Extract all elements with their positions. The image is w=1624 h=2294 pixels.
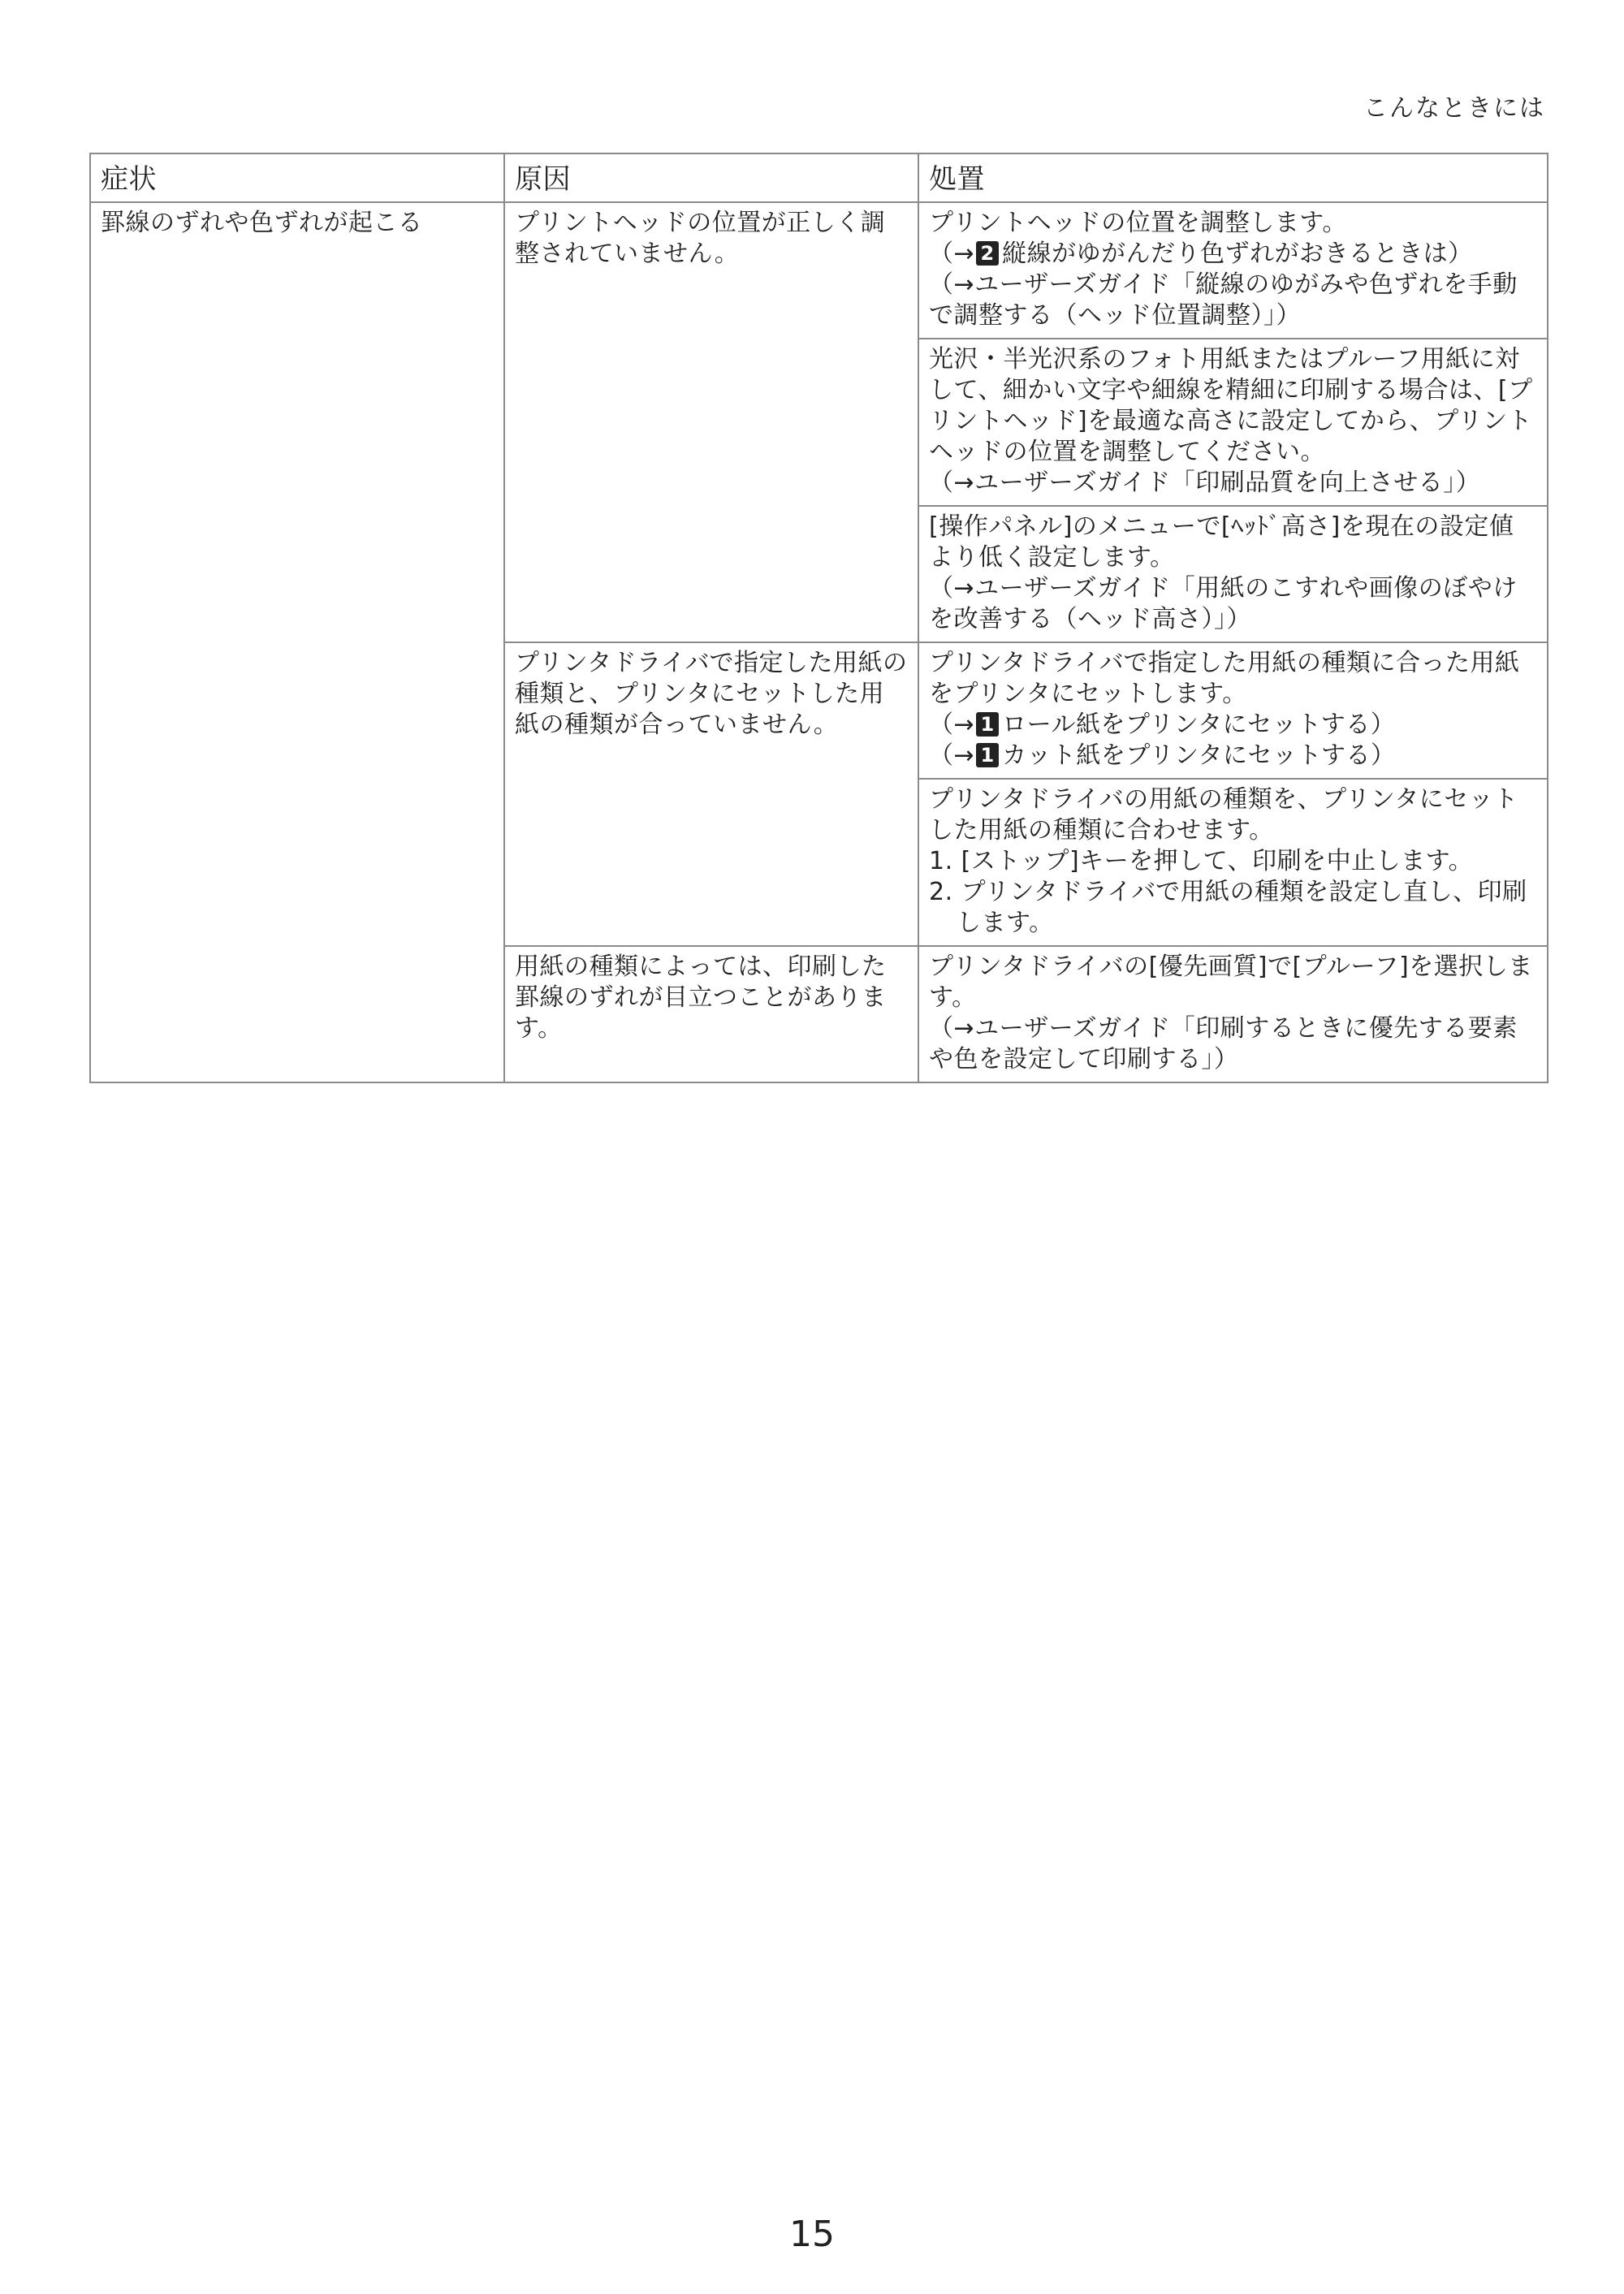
remedy-6-line-2: （→ユーザーズガイド「印刷するときに優先する要素や色を設定して印刷する」） <box>929 1014 1518 1074</box>
remedy-4-ref-open: （→ <box>929 711 975 739</box>
remedy-cell-3 <box>918 506 1548 642</box>
remedy-4-ref-text: ロール紙をプリンタにセットする） <box>1002 711 1396 739</box>
remedy-1-line-1: プリントヘッドの位置を調整します。 <box>929 209 1347 237</box>
remedy-cell-6 <box>918 946 1548 1082</box>
remedy-cell-4 <box>918 642 1548 779</box>
remedy-4-ref2-text: カット紙をプリンタにセットする） <box>1002 741 1396 770</box>
troubleshooting-table <box>89 153 1548 1083</box>
remedy-cell-1 <box>918 202 1548 339</box>
remedy-1-line-2 <box>929 239 1537 270</box>
remedy-2-line-1: 光沢・半光沢系のフォト用紙またはプルーフ用紙に対して、細かい文字や細線を精細に印刷する場合は、[プリントヘッド]を最適な高さに設定してから、プリントヘッドの位置を調整してください。 <box>929 345 1533 466</box>
step-number-badge: 1 <box>976 712 999 737</box>
remedy-4-line-2 <box>929 710 1537 741</box>
cause-cell-1: プリントヘッドの位置が正しく調整されていません。 <box>504 202 918 642</box>
table-header-row <box>90 153 1548 202</box>
remedy-6-line-1: プリンタドライバの[優先画質]で[プルーフ]を選択します。 <box>929 953 1533 1012</box>
remedy-cell-2 <box>918 339 1548 506</box>
remedy-3-line-2: （→ユーザーズガイド「用紙のこすれや画像のぼやけを改善する（ヘッド高さ）」） <box>929 574 1518 633</box>
symptom-cell: 罫線のずれや色ずれが起こる <box>90 202 504 1082</box>
cause-cell-3: 用紙の種類によっては、印刷した罫線のずれが目立つことがあります。 <box>504 946 918 1082</box>
remedy-4-ref2-open: （→ <box>929 741 975 770</box>
remedy-1-line-3: （→ユーザーズガイド「縦線のゆがみや色ずれを手動で調整する（ヘッド位置調整）」） <box>929 270 1518 330</box>
header-symptom: 症状 <box>90 153 504 202</box>
cause-cell-2: プリンタドライバで指定した用紙の種類と、プリンタにセットした用紙の種類が合っていません。 <box>504 642 918 946</box>
remedy-3-line-1: [操作パネル]のメニューで[ﾍｯﾄﾞ高さ]を現在の設定値より低く設定します。 <box>929 512 1514 572</box>
remedy-1-ref-open: （→ <box>929 240 975 268</box>
remedy-cell-5 <box>918 779 1548 946</box>
remedy-5-step-2: 2. プリンタドライバで用紙の種類を設定し直し、印刷 <box>929 878 1527 906</box>
step-number-badge: 2 <box>976 241 999 266</box>
step-number-badge: 1 <box>976 743 999 767</box>
remedy-5-line-1: プリンタドライバの用紙の種類を、プリンタにセットした用紙の種類に合わせます。 <box>929 785 1518 845</box>
remedy-1-ref-text: 縦線がゆがんだり色ずれがおきるときは） <box>1002 240 1473 268</box>
table-row <box>90 202 1548 339</box>
remedy-2-line-2: （→ユーザーズガイド「印刷品質を向上させる」） <box>929 469 1481 497</box>
header-remedy: 処置 <box>918 153 1548 202</box>
remedy-5-step-1: 1. [ストップ]キーを押して、印刷を中止します。 <box>929 847 1474 875</box>
header-cause: 原因 <box>504 153 918 202</box>
remedy-4-line-1: プリンタドライバで指定した用紙の種類に合った用紙をプリンタにセットします。 <box>929 649 1520 708</box>
section-title: こんなときには <box>1363 94 1545 123</box>
remedy-4-line-3 <box>929 741 1537 771</box>
remedy-5-step-2-cont: します。 <box>957 909 1054 937</box>
page-number: 15 <box>789 2214 835 2255</box>
